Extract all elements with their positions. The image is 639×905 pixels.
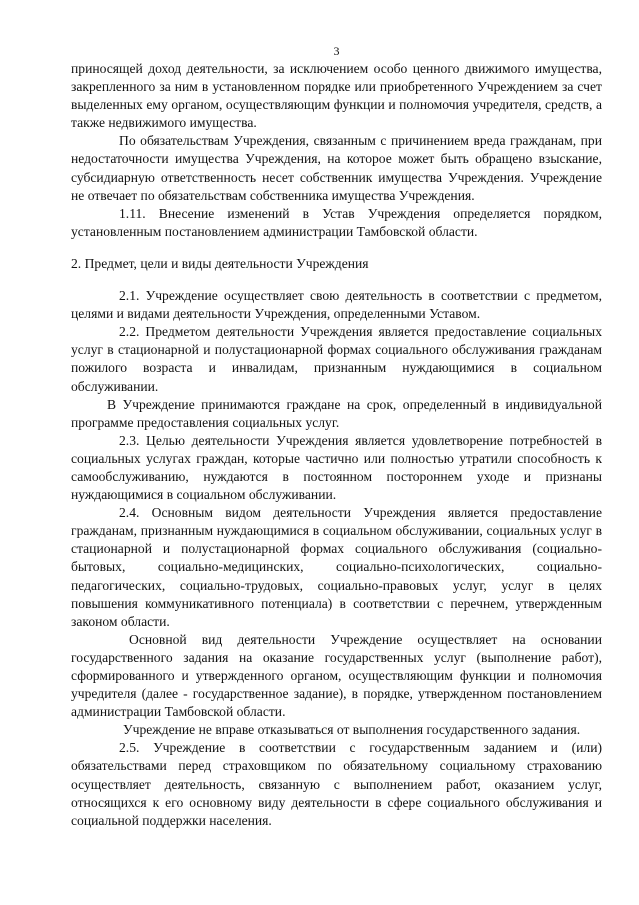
paragraph-2-3: 2.3. Целью деятельности Учреждения является удовлетворение потребностей в социальных услугах граждан, которые частично или полностью утратили способность к самообслуживанию, нуждаются в постоянном постороннем уходе и признаны нуждающимися в социальном обслуживании.	[71, 432, 602, 503]
paragraph-1-11: 1.11. Внесение изменений в Устав Учреждения определяется порядком, установленным постановлением администрации Тамбовской области.	[71, 205, 602, 239]
paragraph-2-1: 2.1. Учреждение осуществляет свою деятельность в соответствии с предметом, целями и видами деятельности Учреждения, определенными Уставом.	[71, 288, 602, 322]
paragraph-2-4: 2.4. Основным видом деятельности Учреждения является предоставление гражданам, признанным нуждающимися в социальном обслуживании, социальных услуг в стационарной и полустационарной формах социального обслуживания (социально-бытовых, социально-медицинских, социально-психологических, социально-педагогических, социально-трудовых, социально-правовых услуг, услуг в целях повышения коммуникативного потенциала) в соответствии с перечнем, утвержденным законом области.	[71, 505, 602, 629]
paragraph-liability: По обязательствам Учреждения, связанным с причинением вреда гражданам, при недостаточности имущества Учреждения, на которое может быть обращено взыскание, субсидиарную ответственность несет собственник имущества Учреждения. Учреждение не отвечает по обязательствам собственника имущества Учреждения.	[71, 133, 602, 203]
paragraph-admission: В Учреждение принимаются граждане на срок, определенный в индивидуальной программе предоставления социальных услуг.	[71, 396, 602, 430]
paragraph-no-refusal: Учреждение не вправе отказываться от выполнения государственного задания.	[123, 722, 581, 738]
paragraph-2-5: 2.5. Учреждение в соответствии с государственным заданием и (или) обязательствами перед страховщиком по обязательному социальному страхованию осуществляет деятельность, связанную с выполнением работ, оказанием услуг, относящихся к его основному виду деятельности в сфере социального обслуживания и социальной поддержки населения.	[71, 740, 602, 828]
section-heading: 2. Предмет, цели и виды деятельности Учреждения	[71, 255, 369, 271]
document-page	[71, 44, 602, 830]
page-number: 3	[333, 44, 340, 58]
paragraph-2-2: 2.2. Предметом деятельности Учреждения является предоставление социальных услуг в стационарной и полустационарной формах социального обслуживания гражданам пожилого возраста и инвалидам, признанным нуждающимися в социальном обслуживании.	[71, 324, 602, 394]
paragraph-state-task: Основной вид деятельности Учреждение осуществляет на основании государственного задания на оказание государственных услуг (выполнение работ), сформированного и утвержденного органом, осуществляющим функции и полномочия учредителя (далее - государственное задание), в порядке, утвержденном постановлением администрации Тамбовской области.	[71, 631, 602, 720]
paragraph-property-income: приносящей доход деятельности, за исключением особо ценного движимого имущества, закрепленного за ним в установленном порядке или приобретенного Учреждением за счет выделенных ему органом, осуществляющим функции и полномочия учредителя, средств, а также недвижимого имущества.	[71, 61, 602, 131]
